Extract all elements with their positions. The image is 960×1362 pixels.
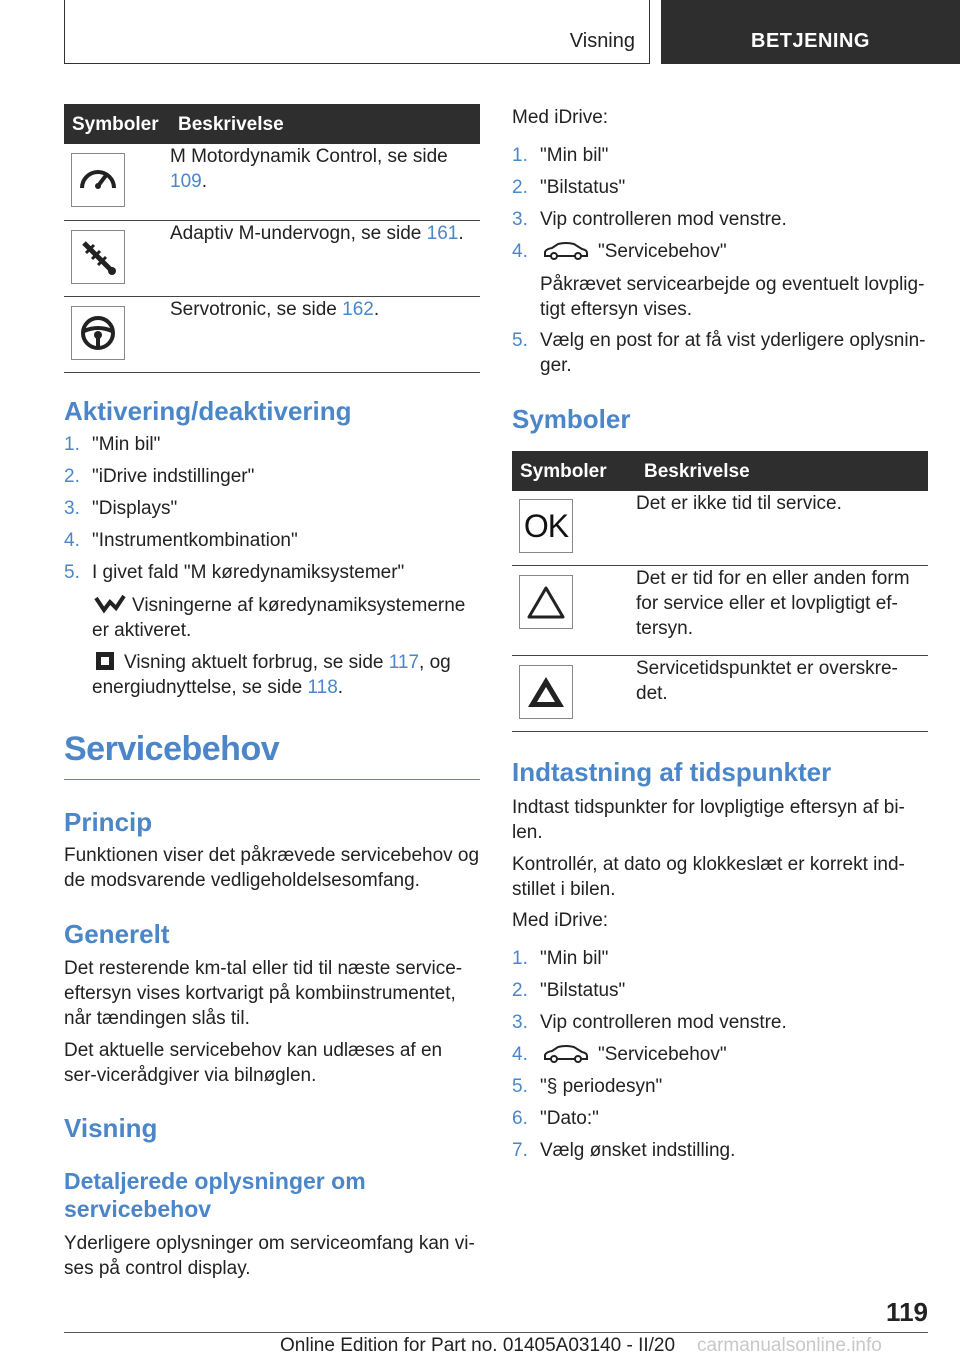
list-item: 3. Vip controlleren mod venstre. xyxy=(512,1012,787,1033)
service-steps xyxy=(512,143,928,378)
row-description: Det er tid for en eller anden form for service eller et lovpligtigt ef-tersyn. xyxy=(636,565,928,655)
med-idrive-label: Med iDrive: xyxy=(512,107,609,128)
row-description: M Motordynamik Control, se side 109. xyxy=(170,144,480,220)
col-header-description: Beskrivelse xyxy=(636,451,928,491)
header-chapter-label: BETJENING xyxy=(751,30,870,52)
list-item: 1. "Min bil" xyxy=(64,434,161,455)
table-row xyxy=(512,491,928,565)
table-header xyxy=(512,451,928,491)
row-description: Adaptiv M-undervogn, se side 161. xyxy=(170,220,480,296)
symboler-heading: Symboler xyxy=(512,404,631,434)
list-item: 5. I givet fald "M køredynamiksystemer" xyxy=(64,562,405,583)
car-icon xyxy=(542,1044,590,1064)
generelt-text-1: Det resterende km-tal eller tid til næste service-eftersyn vises kortvarigt på kombiinstrumentet, når tændingen slås til. xyxy=(64,958,463,1029)
header-section-tab xyxy=(64,0,650,64)
suspension-icon xyxy=(71,230,125,284)
title-rule xyxy=(64,779,480,780)
page-link[interactable]: 109 xyxy=(170,171,202,192)
list-item: 4. "Servicebehov" xyxy=(512,1044,727,1065)
left-symbol-table xyxy=(64,104,480,373)
row-description: Servicetidspunktet er overskre-det. xyxy=(636,655,928,731)
table-row xyxy=(512,565,928,655)
section-title: Servicebehov xyxy=(64,730,280,768)
list-item: 7. Vælg ønsket indstilling. xyxy=(512,1140,736,1161)
header-section-label: Visning xyxy=(569,30,635,52)
page-link[interactable]: 117 xyxy=(388,652,420,673)
car-icon xyxy=(542,241,590,261)
princip-text: Funktionen viser det påkrævede servicebehov og de modsvarende vedligeholdelsesomfang. xyxy=(64,845,480,891)
page-number: 119 xyxy=(886,1297,928,1327)
list-item: 1. "Min bil" xyxy=(512,145,609,166)
col-header-symbols: Symboler xyxy=(512,451,636,491)
activation-heading: Aktivering/deaktivering xyxy=(64,396,352,426)
generelt-text-2: Det aktuelle servicebehov kan udlæses af en ser-vicerådgiver via bilnøglen. xyxy=(64,1040,443,1086)
activation-note-1: Visningerne af køredynamiksystemerne er aktiveret. xyxy=(92,595,466,641)
col-header-description: Beskrivelse xyxy=(170,104,480,144)
dynamics-icon xyxy=(94,594,126,614)
page-link[interactable]: 161 xyxy=(426,222,459,244)
activation-note-2: Visning aktuelt forbrug, se side 117, og energiudnyttelse, se side 118. xyxy=(92,652,451,698)
step-subtext: Påkrævet servicearbejde og eventuelt lovplig-tigt eftersyn vises. xyxy=(540,274,925,320)
list-item: 6. "Dato:" xyxy=(512,1108,599,1129)
list-item: 2. "iDrive indstillinger" xyxy=(64,466,255,487)
warning-triangle-icon xyxy=(519,575,573,629)
princip-heading: Princip xyxy=(64,807,153,837)
list-item: 5. "§ periodesyn" xyxy=(512,1076,663,1097)
list-item: 3. "Displays" xyxy=(64,498,178,519)
gauge-icon xyxy=(71,153,125,207)
ok-icon: OK xyxy=(519,499,573,553)
row-description: Servotronic, se side 162. xyxy=(170,296,480,372)
list-item: 4. "Instrumentkombination" xyxy=(64,530,298,551)
list-item: 4. "Servicebehov" Påkrævet servicearbejde og eventuelt lovplig-tigt eftersyn vises. xyxy=(512,239,928,322)
med-idrive-label-2: Med iDrive: xyxy=(512,910,609,931)
table-row xyxy=(512,655,928,731)
header-chapter-tab xyxy=(661,0,960,64)
detail-heading: Detaljerede oplysninger om servicebehov xyxy=(64,1168,366,1222)
table-header xyxy=(64,104,480,144)
page-link[interactable]: 162 xyxy=(342,298,374,320)
activation-steps xyxy=(64,432,480,592)
list-item: 5. Vælg en post for at få vist yderligere oplysnin-ger. xyxy=(512,330,926,376)
table-row xyxy=(64,296,480,372)
list-item: 3. Vip controlleren mod venstre. xyxy=(512,209,787,230)
list-item: 2. "Bilstatus" xyxy=(512,177,626,198)
indtast-text-1: Indtast tidspunkter for lovpligtige eftersyn af bi-len. xyxy=(512,797,905,843)
list-item: 1. "Min bil" xyxy=(512,948,609,969)
steering-wheel-icon xyxy=(71,306,125,360)
list-item: 2. "Bilstatus" xyxy=(512,980,626,1001)
indtast-heading: Indtastning af tidspunkter xyxy=(512,757,832,787)
table-row xyxy=(64,144,480,220)
display-square-icon xyxy=(96,652,114,670)
indtast-text-2: Kontrollér, at dato og klokkeslæt er korrekt ind-stillet i bilen. xyxy=(512,854,905,900)
warning-triangle-filled-icon xyxy=(519,665,573,719)
page-link[interactable]: 118 xyxy=(307,677,338,698)
visning-heading: Visning xyxy=(64,1113,158,1143)
row-description: Det er ikke tid til service. xyxy=(636,491,928,565)
generelt-heading: Generelt xyxy=(64,919,170,949)
detail-text: Yderligere oplysninger om serviceomfang kan vi-ses på control display. xyxy=(64,1233,475,1279)
footer-edition: Online Edition for Part no. 01405A03140 - II/20 xyxy=(280,1335,676,1356)
col-header-symbols: Symboler xyxy=(64,104,170,144)
table-row xyxy=(64,220,480,296)
date-steps xyxy=(512,946,928,1170)
right-symbol-table xyxy=(512,451,928,732)
footer-watermark: carmanualsonline.info xyxy=(697,1335,882,1356)
